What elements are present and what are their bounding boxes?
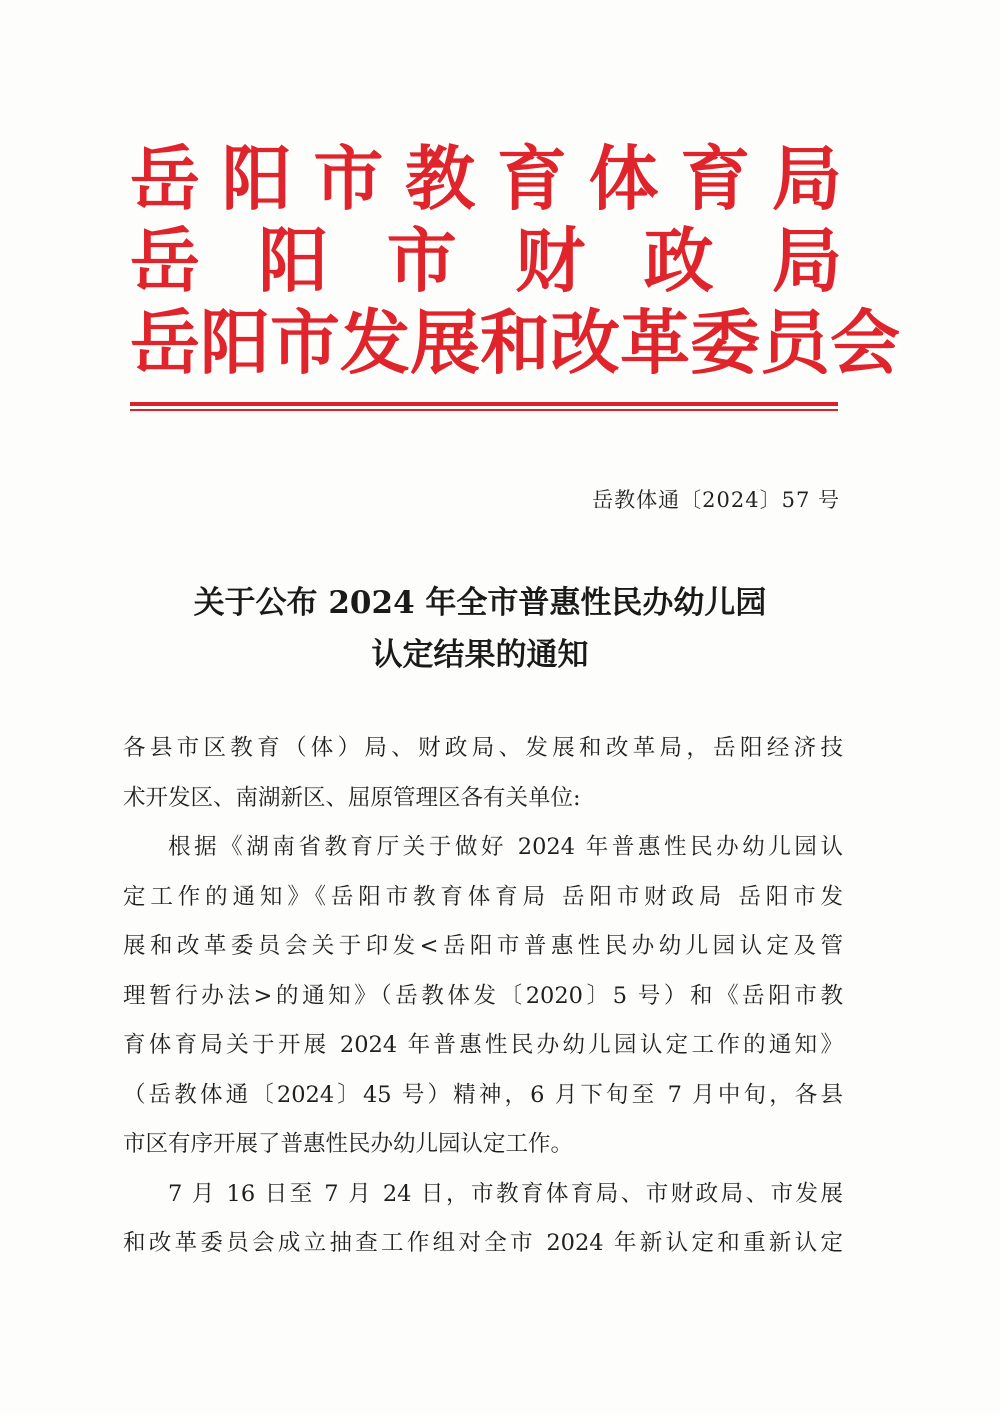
body-line: 术开发区、南湖新区、屈原管理区各有关单位: — [123, 784, 581, 811]
issuer-char: 员 — [760, 301, 830, 384]
issuer-char: 阳 — [200, 301, 270, 384]
document-body — [123, 724, 843, 1269]
body-line: 展和改革委员会关于印发<岳阳市普惠性民办幼儿园认定及管 — [123, 933, 843, 959]
issuer-char: 政 — [643, 219, 714, 302]
body-line: 和改革委员会成立抽查工作组对全市 2024 年新认定和重新认定 — [123, 1230, 843, 1256]
issuer-name — [130, 138, 842, 220]
document-number: 岳教体通〔2024〕57 号 — [592, 488, 840, 512]
issuer-char: 阳 — [221, 137, 292, 220]
issuer-char: 育 — [680, 137, 751, 220]
issuer-char: 岳 — [130, 301, 200, 384]
issuer-char: 市 — [386, 219, 457, 302]
issuer-char: 阳 — [258, 219, 329, 302]
body-line: 市区有序开展了普惠性民办幼儿园认定工作。 — [123, 1131, 574, 1157]
issuer-char: 体 — [588, 137, 659, 220]
red-separator-thin-line — [130, 409, 838, 411]
document-title-line-1: 关于公布 2024 年全市普惠性民办幼儿园 — [193, 585, 767, 621]
issuer-char: 会 — [830, 301, 900, 384]
body-line: （岳教体通〔2024〕45 号）精神，6 月下旬至 7 月中旬，各县 — [123, 1081, 843, 1108]
issuer-char: 革 — [620, 301, 690, 384]
issuer-char: 局 — [771, 137, 842, 220]
issuer-char: 展 — [410, 301, 480, 384]
issuer-char: 发 — [340, 301, 410, 384]
issuer-char: 局 — [771, 219, 842, 302]
body-line: 定工作的通知》《岳阳市教育体育局 岳阳市财政局 岳阳市发 — [123, 883, 843, 910]
body-line: 各县市区教育（体）局、财政局、发展和改革局，岳阳经济技 — [123, 735, 843, 761]
issuer-char: 教 — [405, 137, 476, 220]
issuer-char: 岳 — [130, 137, 200, 220]
body-line: 根据《湖南省教育厅关于做好 2024 年普惠性民办幼儿园认 — [168, 834, 843, 860]
issuer-char: 岳 — [130, 219, 200, 302]
issuer-header — [130, 137, 900, 384]
body-line: 7 月 16 日至 7 月 24 日，市教育体育局、市财政局、市发展 — [168, 1180, 843, 1207]
issuer-char: 市 — [270, 301, 340, 384]
issuer-char: 育 — [496, 137, 567, 220]
document-title-line-2: 认定结果的通知 — [371, 637, 589, 673]
issuer-char: 和 — [480, 301, 550, 384]
body-line: 育体育局关于开展 2024 年普惠性民办幼儿园认定工作的通知》 — [123, 1032, 843, 1058]
issuer-char: 改 — [550, 301, 620, 384]
issuer-char: 市 — [313, 137, 384, 220]
issuer-name — [130, 301, 900, 384]
issuer-name — [130, 220, 842, 302]
red-separator-line — [130, 402, 838, 406]
issuer-char: 财 — [515, 219, 586, 302]
body-line: 理暂行办法>的通知》（岳教体发〔2020〕5 号）和《岳阳市教 — [123, 982, 843, 1009]
issuer-char: 委 — [690, 301, 760, 384]
